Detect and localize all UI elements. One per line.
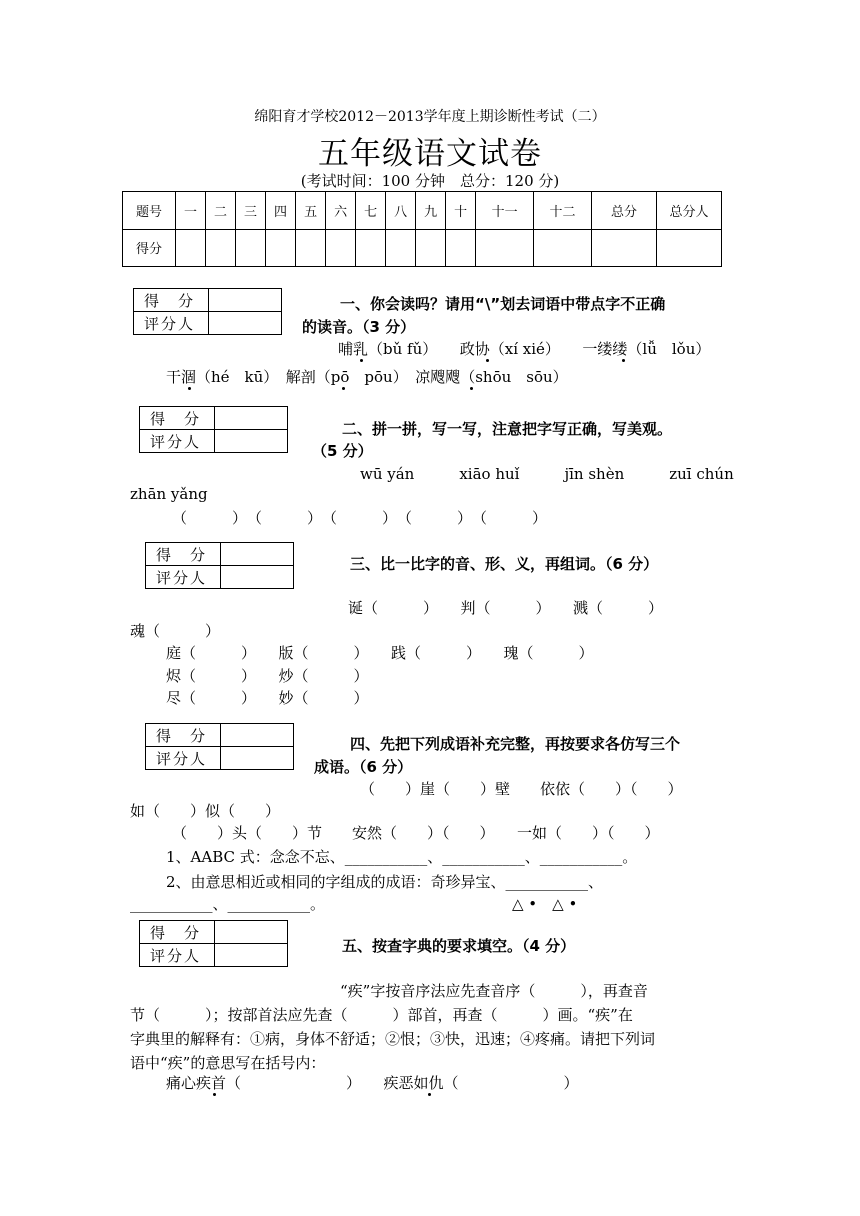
score-entry-cell[interactable] xyxy=(296,229,326,267)
q4-line5[interactable]: ___________、___________。 xyxy=(130,895,326,913)
exam-meta: (考试时间：100 分钟 总分：120 分) xyxy=(300,172,560,190)
emphasis-dot xyxy=(188,387,191,390)
score-entry-cell[interactable] xyxy=(476,229,534,267)
q2-pinyin: wū yán xiāo huǐ jīn shèn zuī chún xyxy=(360,465,734,483)
scorebox-grader-field[interactable] xyxy=(215,430,288,453)
scorebox-grader-field[interactable] xyxy=(209,312,282,335)
q3-line1-wrap[interactable]: 魂（ ） xyxy=(130,622,221,640)
scorebox-grader-label: 评分人 xyxy=(146,747,221,770)
q1-title: 一、你会读吗？请用“\”划去词语中带点字不正确 xyxy=(340,295,666,313)
score-table-cell: 六 xyxy=(326,192,356,230)
emphasis-dot xyxy=(428,1093,431,1096)
score-entry-cell[interactable] xyxy=(386,229,416,267)
score-entry-cell[interactable] xyxy=(176,229,206,267)
q2-title-cont: （5 分） xyxy=(312,442,373,460)
score-entry-cell[interactable] xyxy=(592,229,657,267)
scorebox-score-label: 得 分 xyxy=(146,543,221,566)
score-table-cell: 十一 xyxy=(476,192,534,230)
q4-line4[interactable]: 2、由意思相近或相同的字组成的成语：奇珍异宝、___________、 xyxy=(166,873,604,891)
score-table-cell: 九 xyxy=(416,192,446,230)
score-entry-cell[interactable] xyxy=(236,229,266,267)
score-table xyxy=(122,191,722,267)
score-table-cell: 二 xyxy=(206,192,236,230)
emphasis-dot xyxy=(213,1093,216,1096)
score-table-cell: 十 xyxy=(446,192,476,230)
score-entry-cell[interactable] xyxy=(326,229,356,267)
q3-line2[interactable]: 庭（ ） 版（ ） 践（ ） 瑰（ ） xyxy=(166,644,594,662)
scorebox-score-field[interactable] xyxy=(215,921,288,944)
q2-answer-brackets[interactable]: （ ） （ ） （ ） （ ） （ ） xyxy=(172,509,548,527)
q4-line1-wrap[interactable]: 如（ ）似（ ） xyxy=(130,802,281,820)
score-entry-cell[interactable] xyxy=(416,229,446,267)
score-table-cell: 四 xyxy=(266,192,296,230)
q4-title-cont: 成语。（6 分） xyxy=(314,758,413,776)
q3-line1[interactable]: 诞（ ） 判（ ） 溅（ ） xyxy=(348,599,664,617)
q2-pinyin-wrap: zhān yǎng xyxy=(130,485,208,503)
emphasis-dot xyxy=(622,359,625,362)
q1-line2: 干涸（hé kū） 解剖（pō pōu） 凉飕飕（shōu sōu） xyxy=(166,368,568,386)
score-entry-cell[interactable] xyxy=(534,229,592,267)
q5-line3: 字典里的解释有：①病，身体不舒适；②恨；③快，迅速；④疼痛。请把下列词 xyxy=(130,1030,656,1048)
emphasis-dot xyxy=(342,387,345,390)
scorebox-q1 xyxy=(133,288,282,335)
score-table-cell: 得分 xyxy=(123,229,176,267)
score-table-header-row xyxy=(123,192,722,230)
q1-title-cont: 的读音。（3 分） xyxy=(302,318,416,336)
q4-marks: △ • △ • xyxy=(512,895,578,913)
q1-line1: 哺乳（bǔ fǔ） 政协（xí xié） 一缕缕（lǚ lǒu） xyxy=(338,340,711,358)
q2-title: 二、拼一拼，写一写，注意把字写正确，写美观。 xyxy=(342,420,673,438)
score-entry-cell[interactable] xyxy=(657,229,722,267)
scorebox-score-label: 得 分 xyxy=(146,724,221,747)
q4-line2[interactable]: （ ）头（ ）节 安然（ ）（ ） 一如（ ）（ ） xyxy=(172,824,660,842)
score-table-score-row xyxy=(123,229,722,267)
score-table-cell: 三 xyxy=(236,192,266,230)
scorebox-q3 xyxy=(145,542,294,589)
score-entry-cell[interactable] xyxy=(266,229,296,267)
scorebox-grader-label: 评分人 xyxy=(134,312,209,335)
scorebox-score-field[interactable] xyxy=(221,543,294,566)
score-table-cell: 八 xyxy=(386,192,416,230)
emphasis-dot xyxy=(360,359,363,362)
scorebox-grader-label: 评分人 xyxy=(146,566,221,589)
scorebox-score-label: 得 分 xyxy=(134,289,209,312)
scorebox-score-field[interactable] xyxy=(209,289,282,312)
q5-title: 五、按查字典的要求填空。（4 分） xyxy=(342,937,576,955)
scorebox-grader-field[interactable] xyxy=(215,944,288,967)
score-table-cell: 总分人 xyxy=(657,192,722,230)
q5-line2[interactable]: 节（ ）；按部首法应先查（ ）部首，再查（ ）画。“疾”在 xyxy=(130,1006,633,1024)
scorebox-grader-label: 评分人 xyxy=(140,430,215,453)
scorebox-q4 xyxy=(145,723,294,770)
emphasis-dot xyxy=(486,359,489,362)
q4-line1[interactable]: （ ）崖（ ）壁 依依（ ）（ ） xyxy=(360,780,683,798)
score-table-cell: 总分 xyxy=(592,192,657,230)
q3-title: 三、比一比字的音、形、义，再组词。（6 分） xyxy=(350,555,659,573)
scorebox-score-label: 得 分 xyxy=(140,921,215,944)
scorebox-q2 xyxy=(139,406,288,453)
score-entry-cell[interactable] xyxy=(446,229,476,267)
page-title: 五年级语文试卷 xyxy=(318,136,542,172)
scorebox-grader-label: 评分人 xyxy=(140,944,215,967)
scorebox-grader-field[interactable] xyxy=(221,747,294,770)
score-table-cell: 十二 xyxy=(534,192,592,230)
school-line: 绵阳育才学校2012－2013学年度上期诊断性考试（二） xyxy=(254,109,606,125)
q4-line3[interactable]: 1、AABC 式：念念不忘、___________、___________、___________。 xyxy=(166,848,638,866)
q5-line5[interactable]: 痛心疾首（ ） 疾恶如仇（ ） xyxy=(166,1074,579,1092)
scorebox-score-field[interactable] xyxy=(221,724,294,747)
score-entry-cell[interactable] xyxy=(356,229,386,267)
scorebox-score-field[interactable] xyxy=(215,407,288,430)
score-table-cell: 五 xyxy=(296,192,326,230)
scorebox-score-label: 得 分 xyxy=(140,407,215,430)
q5-line4: 语中“疾”的意思写在括号内： xyxy=(130,1054,326,1072)
scorebox-q5 xyxy=(139,920,288,967)
score-table-cell: 一 xyxy=(176,192,206,230)
q4-title: 四、先把下列成语补充完整，再按要求各仿写三个 xyxy=(350,735,681,753)
q3-line4[interactable]: 尽（ ） 妙（ ） xyxy=(166,689,369,707)
q5-line1[interactable]: “疾”字按音序法应先查音序（ ），再查音 xyxy=(340,982,648,1000)
q3-line3[interactable]: 烬（ ） 炒（ ） xyxy=(166,667,369,685)
emphasis-dot xyxy=(470,387,473,390)
scorebox-grader-field[interactable] xyxy=(221,566,294,589)
score-entry-cell[interactable] xyxy=(206,229,236,267)
score-table-cell: 七 xyxy=(356,192,386,230)
score-table-cell: 题号 xyxy=(123,192,176,230)
